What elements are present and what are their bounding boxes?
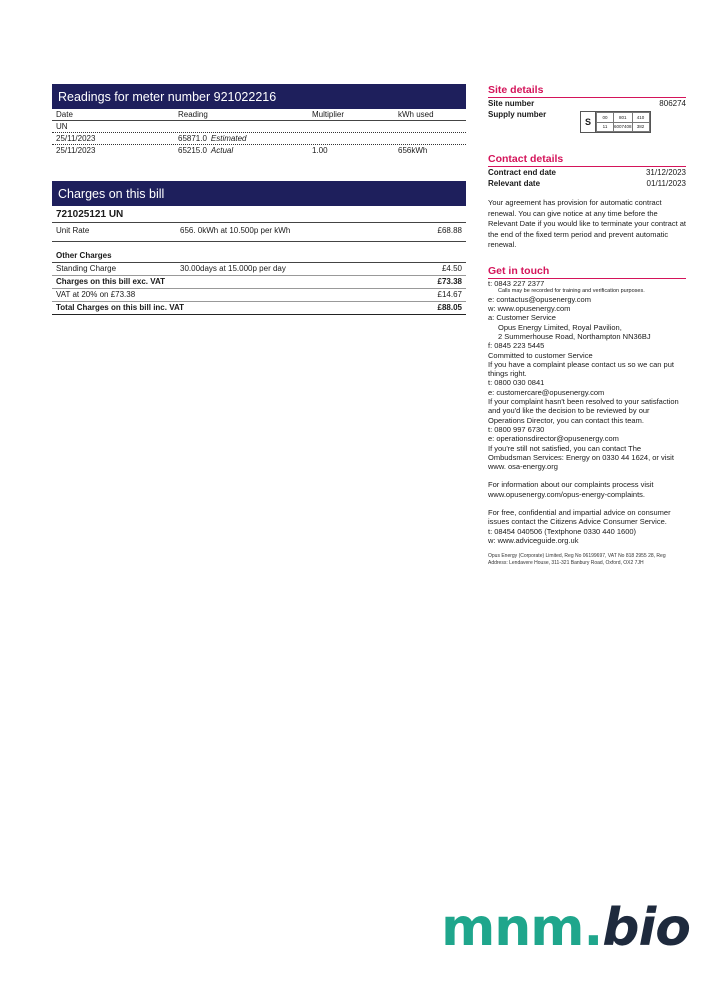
- contact-details-heading: Contact details: [488, 153, 686, 167]
- complaint-intro: If you have a complaint please contact us so we can put things right.: [488, 359, 674, 379]
- row-reading: 65215.0 Actual: [178, 146, 234, 155]
- row-multiplier: 1.00: [312, 146, 328, 155]
- row-kwh: [398, 121, 466, 132]
- escalate-phone: t: 0800 997 6730: [488, 424, 545, 434]
- row-kwh: [398, 133, 466, 144]
- escalate-intro: If your complaint hasn't been resolved to your satisfaction and you'd like the decision to be reviewed by our Operations Director, you can contact this team.: [488, 397, 679, 425]
- site-details-heading: Site details: [488, 84, 686, 98]
- table-row: [52, 133, 466, 145]
- supply-number-box: S 00 801 410 11 6007408 382: [580, 111, 651, 133]
- right-column: [488, 84, 686, 566]
- address-label: a: Customer Service: [488, 313, 556, 323]
- left-column: [52, 84, 466, 315]
- email-link[interactable]: e: contactus@opusenergy.com: [488, 294, 591, 304]
- address-line: Opus Energy Limited, Royal Pavilion,: [498, 322, 622, 332]
- phone-note: Calls may be recorded for training and verification purposes.: [498, 287, 645, 294]
- col-date: Date: [56, 110, 73, 119]
- get-in-touch-heading: Get in touch: [488, 265, 686, 279]
- row-kwh: 656kWh: [398, 146, 428, 155]
- committed-line: Committed to customer Service: [488, 350, 593, 360]
- vat-row: VAT at 20% on £73.38 £14.67: [52, 289, 466, 302]
- complaints-process-text: For information about our complaints process visit www.opusenergy.com/opus-energy-complaints.: [488, 480, 654, 499]
- account-number: 721025121 UN: [52, 206, 466, 223]
- site-number-row: Site number 806274: [488, 99, 686, 108]
- total-row: Total Charges on this bill inc. VAT £88.05: [52, 302, 466, 315]
- advice-phone: t: 08454 040506 (Textphone 0330 440 1600): [488, 526, 637, 536]
- col-multiplier: Multiplier: [312, 110, 345, 119]
- web-link[interactable]: w: www.opusenergy.com: [488, 304, 571, 314]
- readings-table: [52, 109, 466, 156]
- complaint-email[interactable]: e: customercare@opusenergy.com: [488, 387, 605, 397]
- table-row: [52, 145, 466, 156]
- complaint-phone: t: 0800 030 0841: [488, 378, 545, 388]
- charges-section: [52, 181, 466, 315]
- standing-charge-row: Standing Charge 30.00days at 15.000p per day £4.50: [52, 263, 466, 276]
- relevant-date-row: Relevant date 01/11/2023: [488, 179, 686, 188]
- contract-end-row: Contract end date 31/12/2023: [488, 168, 686, 177]
- row-reading: 65871.0 Estimated: [178, 134, 247, 143]
- unit-rate-row: Unit Rate 656. 0kWh at 10.500p per kWh £68.88: [52, 223, 466, 242]
- other-charges-heading: Other Charges: [52, 242, 466, 263]
- advice-text: For free, confidential and impartial advice on consumer issues contact the Citizens Advice Consumer Service.: [488, 508, 671, 527]
- col-kwh: kWh used: [398, 110, 434, 119]
- table-row: [52, 121, 466, 133]
- row-date: 25/11/2023: [56, 134, 96, 143]
- readings-title: Readings for meter number 921022216: [52, 84, 466, 109]
- row-multiplier: [312, 121, 398, 132]
- row-date: 25/11/2023: [56, 146, 96, 155]
- advice-web[interactable]: w: www.adviceguide.org.uk: [488, 535, 579, 545]
- row-reading: [178, 121, 312, 132]
- row-date: UN: [56, 122, 68, 131]
- supply-number-row: Supply number S 00 801 410 11 6007408 382: [488, 109, 686, 133]
- readings-header-row: [52, 109, 466, 121]
- address-line: 2 Summerhouse Road, Northampton NN36BJ: [498, 331, 651, 341]
- mnm-bio-logo: mnm.bio: [441, 898, 690, 958]
- col-reading: Reading: [178, 110, 208, 119]
- ombudsman-text: If you're still not satisfied, you can contact The Ombudsman Services: Energy on 0330 44 1624, or visit www. osa-energy.org: [488, 443, 674, 472]
- escalate-email[interactable]: e: operationsdirector@opusenergy.com: [488, 434, 619, 444]
- exc-vat-row: Charges on this bill exc. VAT £73.38: [52, 276, 466, 289]
- fax: f: 0845 223 5445: [488, 341, 545, 351]
- charges-title: Charges on this bill: [52, 181, 466, 206]
- phone: t: 0843 227 2377: [488, 278, 545, 288]
- renewal-paragraph: Your agreement has provision for automatic contract renewal. You can give notice at any time before the Relevant Date if you would like to terminate your contract at the end of the fixed term period and prevent automatic renewal.: [488, 198, 687, 249]
- row-multiplier: [312, 133, 398, 144]
- legal-footer: Opus Energy (Corporate) Limited, Reg No 06199697, VAT No 818 2955 28, Reg Address: Lendavere House, 311-321 Banbury Road, Oxford, OX2 7JH: [488, 553, 666, 566]
